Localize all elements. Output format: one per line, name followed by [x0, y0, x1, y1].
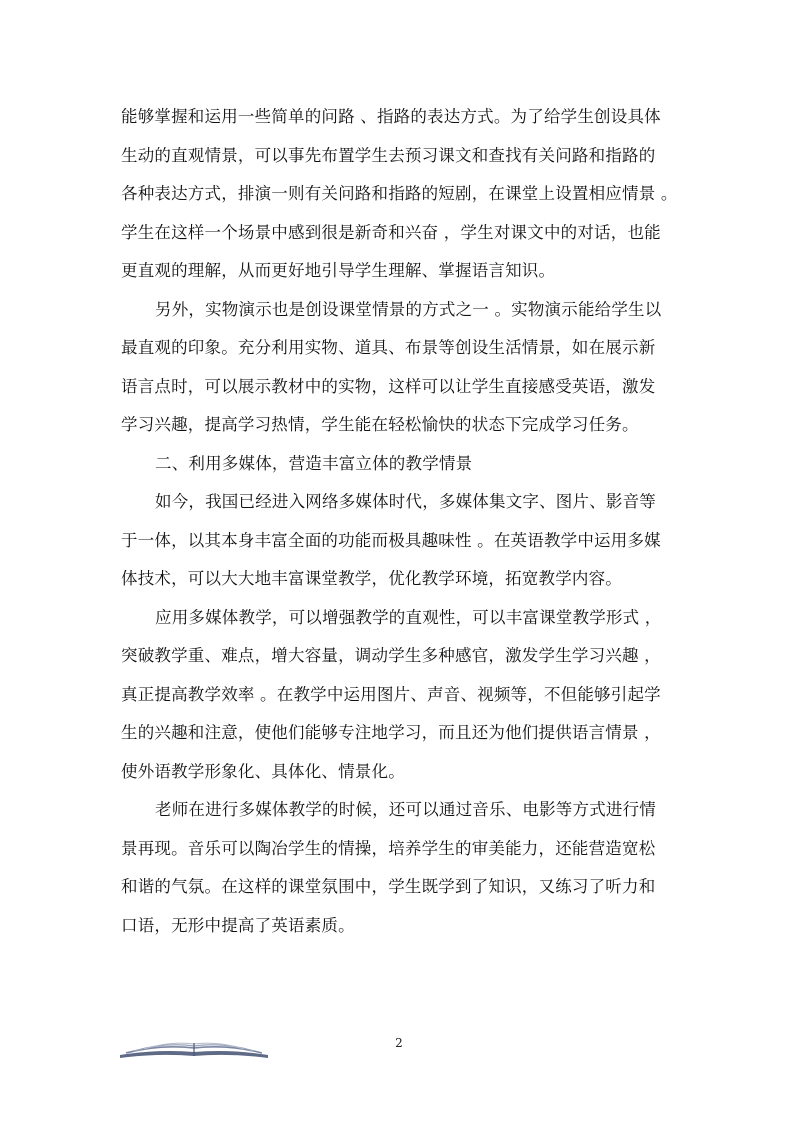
- text-line: 语言点时，可以展示教材中的实物，这样可以让学生直接感受英语，激发: [121, 376, 656, 396]
- page-number: 2: [395, 1036, 403, 1050]
- text-line: 真正提高教学效率 。在教学中运用图片、声音、视频等，不但能够引起学: [121, 684, 661, 704]
- document-body: [121, 98, 681, 945]
- text-line: 应用多媒体教学，可以增强教学的直观性，可以丰富课堂教学形式 ，: [155, 607, 662, 627]
- text-line: 能够掌握和运用一些简单的问路 、指路的表达方式。为了给学生创设具体: [121, 107, 661, 126]
- text-line: 景再现。音乐可以陶冶学生的情操，培养学生的审美能力，还能营造宽松: [121, 838, 656, 858]
- text-line: 生动的直观情景，可以事先布置学生去预习课文和查找有关问路和指路的: [121, 145, 656, 165]
- text-line: 老师在进行多媒体教学的时候，还可以通过音乐、电影等方式进行情: [155, 800, 656, 819]
- text-line: 各种表达方式，排演一则有关问路和指路的短剧，在课堂上设置相应情景 。: [121, 184, 678, 203]
- text-line: 于一体，以其本身丰富全面的功能而极具趣味性 。在英语教学中运用多媒: [121, 530, 661, 550]
- text-line: 生的兴趣和注意，使他们能够专注地学习，而且还为他们提供语言情景 ，: [121, 723, 661, 742]
- text-line: 二、利用多媒体，营造丰富立体的教学情景: [155, 453, 473, 473]
- text-line: 和谐的气氛。在这样的课堂氛围中，学生既学到了知识，又练习了听力和: [121, 877, 656, 896]
- text-line: 更直观的理解，从而更好地引导学生理解、掌握语言知识。: [121, 261, 556, 280]
- text-line: 学生在这样一个场景中感到很是新奇和兴奋 ，学生对课文中的对话，也能: [121, 222, 661, 242]
- text-line: 口语，无形中提高了英语素质。: [121, 915, 355, 935]
- text-line: 使外语教学形象化、具体化、情景化。: [121, 761, 405, 781]
- text-line: 突破教学重、难点，增大容量，调动学生多种感官，激发学生学习兴趣 ，: [121, 646, 661, 665]
- text-line: 学习兴趣，提高学习热情，学生能在轻松愉快的状态下完成学习任务。: [121, 415, 639, 434]
- text-line: 如今，我国已经进入网络多媒体时代，多媒体集文字、图片、影音等: [155, 492, 656, 511]
- open-book-icon: [118, 1035, 270, 1059]
- text-line: 体技术，可以大大地丰富课堂教学，优化教学环境，拓宽教学内容。: [121, 569, 622, 588]
- text-line: 最直观的印象。充分利用实物、道具、布景等创设生活情景，如在展示新: [121, 338, 656, 357]
- text-line: 另外，实物演示也是创设课堂情景的方式之一 。实物演示能给学生以: [155, 299, 662, 319]
